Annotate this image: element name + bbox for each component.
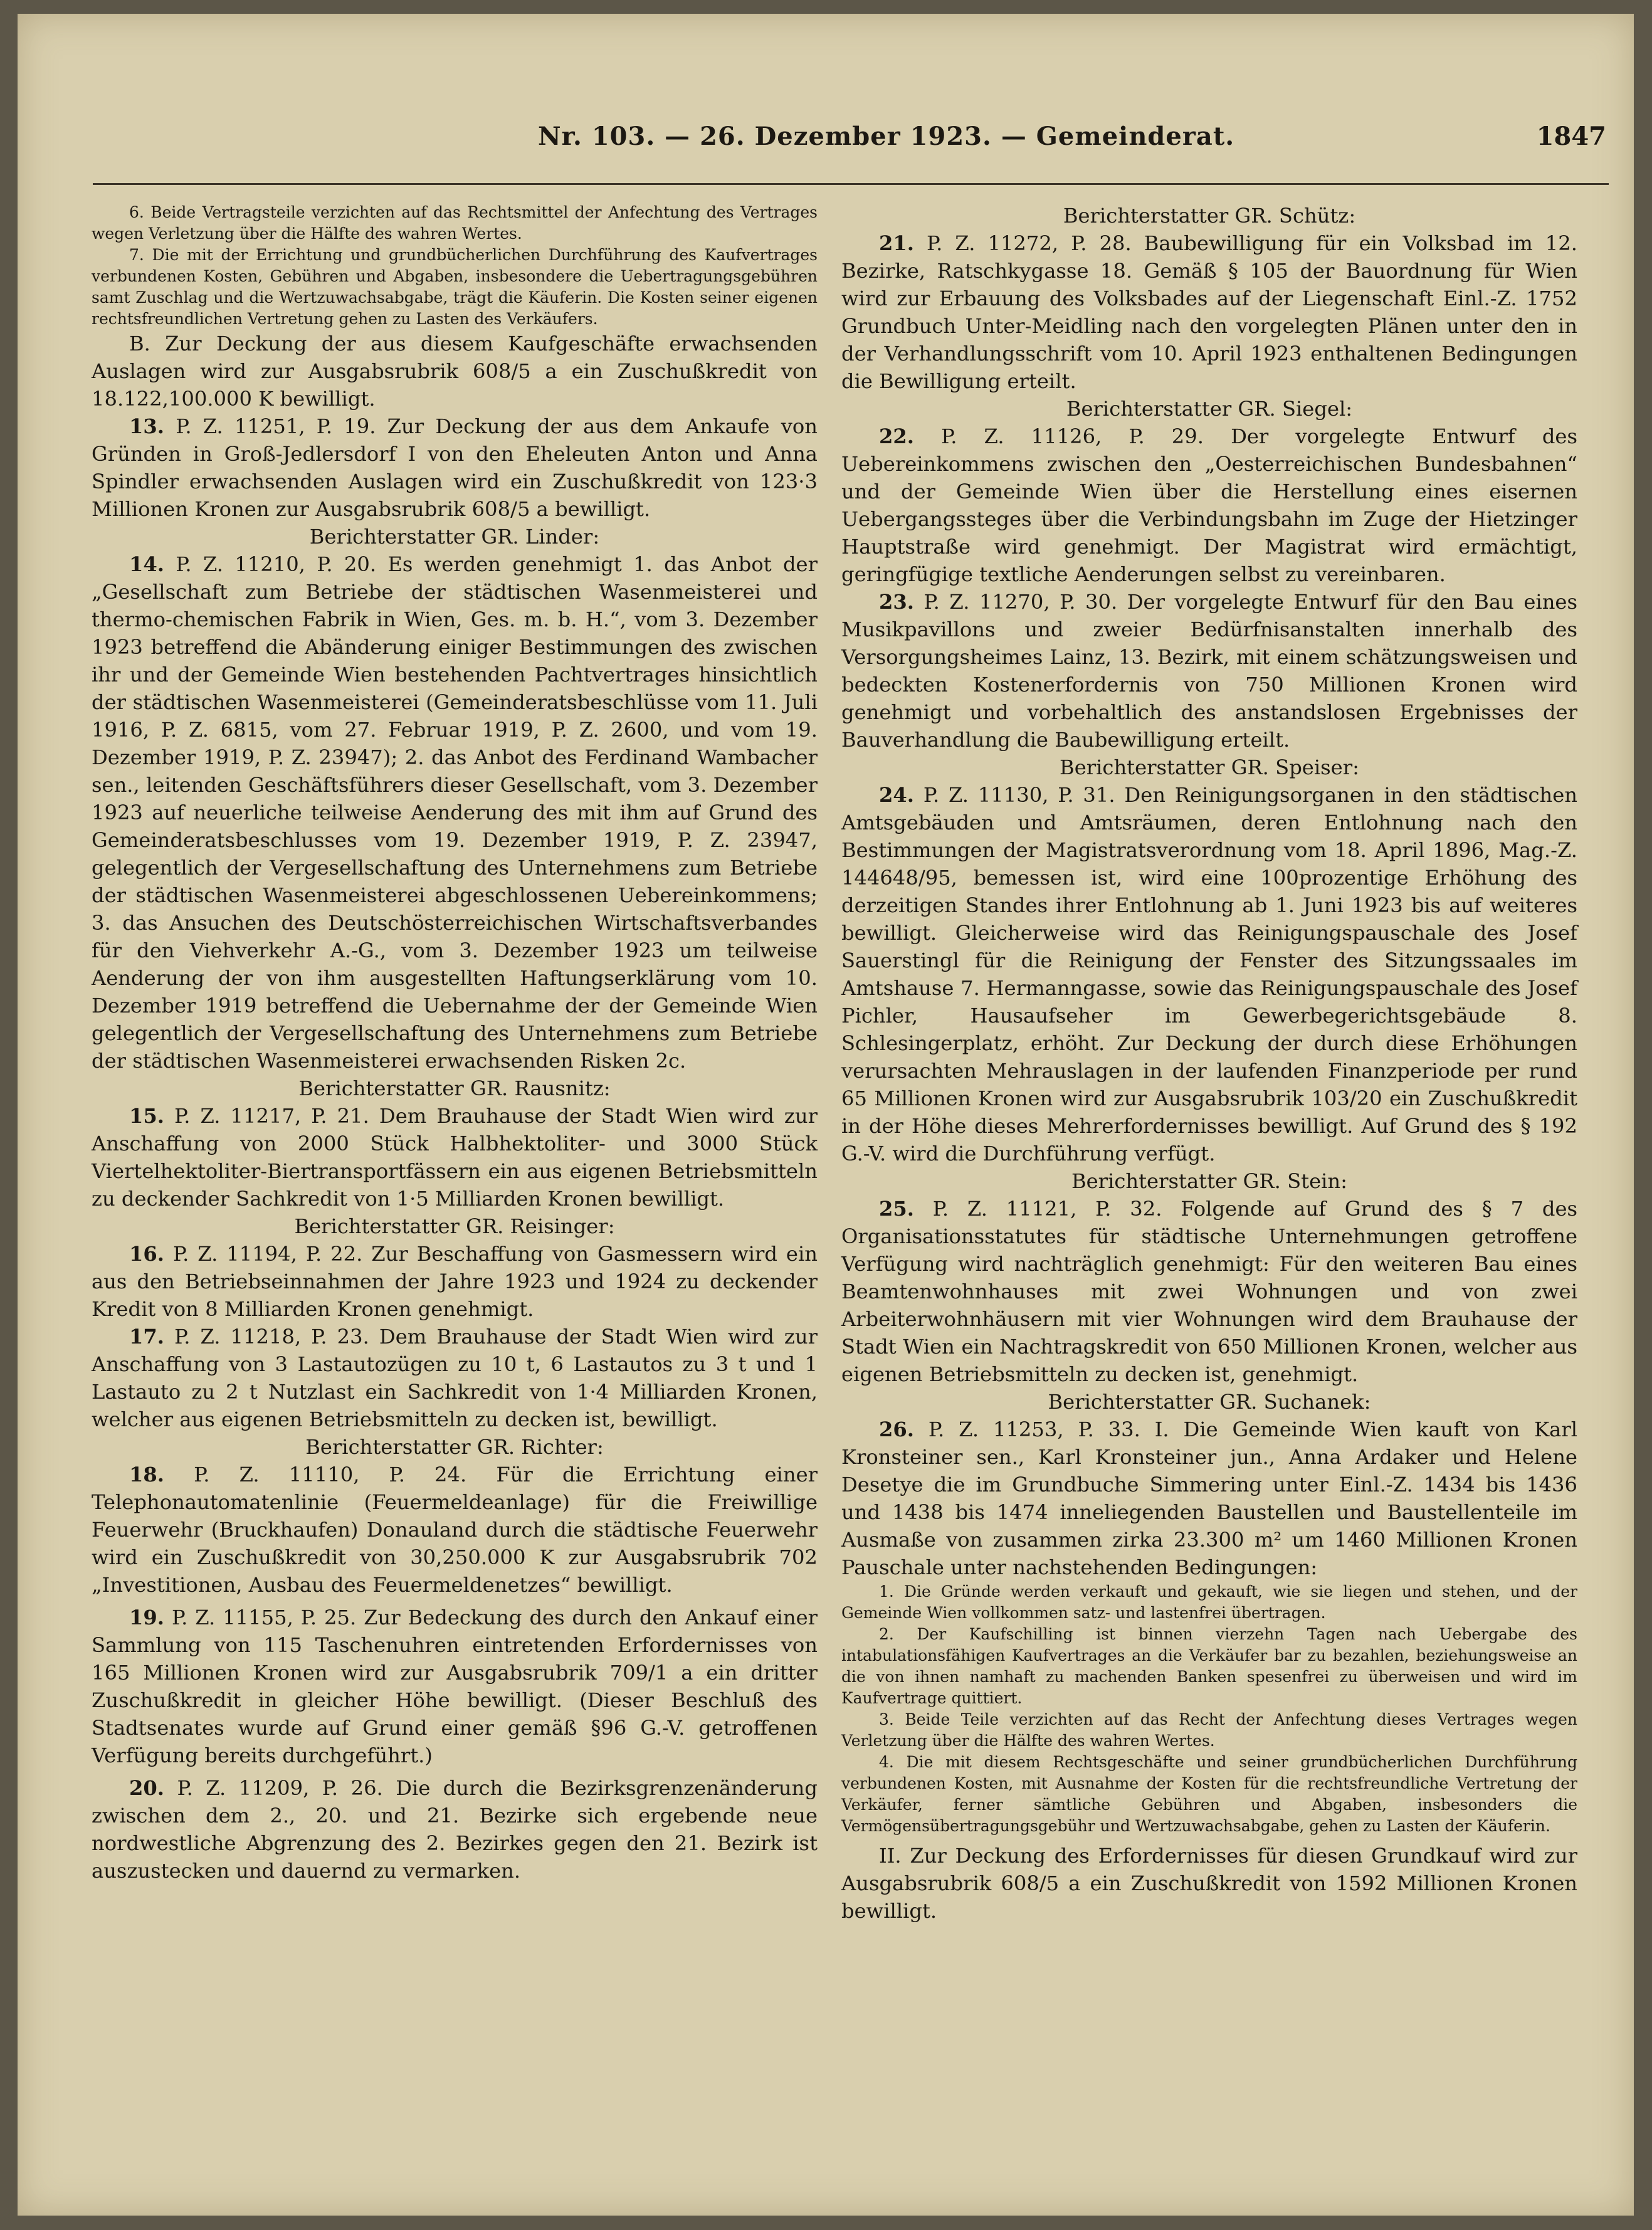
item-number: 15. xyxy=(129,1104,164,1128)
item-26 xyxy=(841,1416,1577,1581)
item-number: 21. xyxy=(879,231,914,255)
item-15 xyxy=(92,1102,818,1212)
left-column xyxy=(92,202,818,1885)
reporter-heading: Berichterstatter GR. Reisinger: xyxy=(294,1214,615,1238)
reporter-heading: Berichterstatter GR. Richter: xyxy=(305,1435,604,1459)
item-text: P. Z. 11253, P. 33. I. Die Gemeinde Wien kauft von Karl Kronsteiner sen., Karl Kronsteiner jun., Anna Ardaker und Helene Desetye die im Grundbuche Simmering unter Einl.-Z. 1434 bis 1436 und 1438 bis 1474 inneliegenden Baustellen und Baustellenteile im Ausmaße von zusammen zirka 23.300 m² um 1460 Millionen Kronen Pauschale unter nachstehenden Bedingungen: xyxy=(841,1417,1577,1579)
item-text: P. Z. 11270, P. 30. Der vorgelegte Entwurf für den Bau eines Musikpavillons und zweier Bedürfnisanstalten innerhalb des Versorgungsheimes Lainz, 13. Bezirk, mit einem schätzungsweisen und bedeckten Kostenerfordernis von 750 Millionen Kronen wird genehmigt und vorbehaltlich des anstandslosen Ergebnisses der Bauverhandlung die Baubewilligung erteilt. xyxy=(841,590,1577,752)
paragraph-b: B. Zur Deckung der aus diesem Kaufgeschäfte erwachsenden Auslagen wird zur Ausgabsrubrik 608/5 a ein Zuschußkredit von 18.122,100.000 K bewilligt. xyxy=(92,332,818,411)
reporter-heading: Berichterstatter GR. Linder: xyxy=(309,525,600,549)
item-23 xyxy=(841,588,1577,754)
header-rule xyxy=(93,183,1609,185)
item-text: P. Z. 11155, P. 25. Zur Bedeckung des durch den Ankauf einer Sammlung von 115 Taschenuhren eintretenden Erfordernisses von 165 Millionen Kronen wird zur Ausgabsrubrik 709/1 a ein dritter Zuschußkredit in gleicher Höhe bewilligt. (Dieser Beschluß des Stadtsenates wurde auf Grund einer gemäß §96 G.-V. getroffenen Verfügung bereits durchgeführt.) xyxy=(92,1606,818,1767)
page-number: 1847 xyxy=(1536,122,1606,151)
page-header xyxy=(18,122,1634,159)
item-21 xyxy=(841,229,1577,395)
reporter-heading: Berichterstatter GR. Suchanek: xyxy=(1048,1390,1371,1414)
item-number: 19. xyxy=(129,1606,164,1629)
item-text: P. Z. 11121, P. 32. Folgende auf Grund des § 7 des Organisationsstatutes für städtische Unternehmungen getroffene Verfügung wird nachträglich genehmigt: Für den weiteren Bau eines Beamtenwohnhauses mit zwei Wohnungen und von zwei Arbeiterwohnhäusern mit vier Wohnungen wird dem Brauhause der Stadt Wien ein Nachtragskredit von 650 Millionen Kronen, welcher aus eigenen Betriebsmitteln zu decken ist, genehmigt. xyxy=(841,1197,1578,1386)
item-number: 13. xyxy=(129,414,164,438)
item-number: 24. xyxy=(879,783,914,807)
reporter-heading: Berichterstatter GR. Speiser: xyxy=(1060,755,1359,779)
item-number: 16. xyxy=(129,1242,164,1266)
term-6: 6. Beide Vertragsteile verzichten auf das Rechtsmittel der Anfechtung des Vertrages wegen Verletzung über die Hälfte des wahren Wertes. xyxy=(92,203,818,243)
paragraph-ii: II. Zur Deckung des Erfordernisses für diesen Grundkauf wird zur Ausgabsrubrik 608/5 a ein Zuschußkredit von 1592 Millionen Kronen bewilligt. xyxy=(841,1844,1577,1923)
item-number: 22. xyxy=(879,424,914,448)
item-text: P. Z. 11110, P. 24. Für die Errichtung einer Telephonautomatenlinie (Feuermeldeanlage) für die Freiwillige Feuerwehr (Bruckhaufen) Donauland durch die städtische Feuerwehr wird ein Zuschußkredit von 30,250.000 K zur Ausgabsrubrik 702 „Investitionen, Ausbau des Feuermeldenetzes“ bewilligt. xyxy=(92,1463,818,1597)
right-column xyxy=(841,202,1577,1925)
item-16 xyxy=(92,1240,818,1323)
reporter-heading: Berichterstatter GR. Stein: xyxy=(1071,1169,1347,1193)
contract-terms-continued xyxy=(92,202,818,330)
item-number: 25. xyxy=(879,1197,914,1221)
item-19 xyxy=(92,1604,818,1769)
item-text: P. Z. 11217, P. 21. Dem Brauhause der Stadt Wien wird zur Anschaffung von 2000 Stück Halbhektoliter- und 3000 Stück Viertelhektoliter-Biertransportfässern ein aus eigenen Betriebsmitteln zu deckender Sachkredit von 1·5 Milliarden Kronen bewilligt. xyxy=(92,1104,818,1211)
item-18 xyxy=(92,1461,818,1599)
page-title: Nr. 103. — 26. Dezember 1923. — Gemeinderat. xyxy=(538,122,1235,151)
reporter-heading: Berichterstatter GR. Siegel: xyxy=(1066,397,1353,421)
item-number: 18. xyxy=(129,1463,164,1486)
item-number: 26. xyxy=(879,1417,914,1441)
condition-1: 1. Die Gründe werden verkauft und gekauft, wie sie liegen und stehen, und der Gemeinde Wien vollkommen satz- und lastenfrei übertragen. xyxy=(841,1582,1577,1622)
term-7: 7. Die mit der Errichtung und grundbücherlichen Durchführung des Kaufvertrages verbundenen Kosten, Gebühren und Abgaben, insbesondere die Uebertragungsgebühren samt Zuschlag und die Wertzuwachsabgabe, trägt die Käuferin. Die Kosten seiner eigenen rechtsfreundlichen Vertretung gehen zu Lasten des Verkäufers. xyxy=(92,246,818,328)
item-text: P. Z. 11251, P. 19. Zur Deckung der aus dem Ankaufe von Gründen in Groß-Jedlersdorf I von den Eheleuten Anton und Anna Spindler erwachsenden Auslagen wird ein Zuschußkredit von 123·3 Millionen Kronen zur Ausgabsrubrik 608/5 a bewilligt. xyxy=(92,414,818,521)
item-22 xyxy=(841,423,1577,588)
reporter-heading: Berichterstatter GR. Rausnitz: xyxy=(298,1076,611,1100)
item-20 xyxy=(92,1774,818,1885)
item-25 xyxy=(841,1195,1577,1388)
item-text: P. Z. 11130, P. 31. Den Reinigungsorganen in den städtischen Amtsgebäuden und Amtsräumen, deren Entlohnung nach den Bestimmungen der Magistratsverordnung vom 18. April 1896, Mag.-Z. 144648/95, bemessen ist, wird eine 100prozentige Erhöhung des derzeitigen Standes ihrer Entlohnung ab 1. Juni 1923 bis auf weiteres bewilligt. Gleicherweise wird das Reinigungspauschale des Josef Sauerstingl für die Reinigung der Fenster des Sitzungssaales im Amtshause 7. Hermanngasse, sowie das Reinigungspauschale des Josef Pichler, Hausaufseher im Gewerbegerichtsgebäude 8. Schlesingerplatz, erhöht. Zur Deckung der durch diese Erhöhungen verursachten Mehrauslagen in der laufenden Finanzperiode per rund 65 Millionen Kronen wird zur Ausgabsrubrik 103/20 ein Zuschußkredit in der Höhe dieses Mehrerfordernisses bewilligt. Auf Grund des § 192 G.-V. wird die Durchführung verfügt. xyxy=(841,783,1577,1165)
item-text: P. Z. 11194, P. 22. Zur Beschaffung von Gasmessern wird ein aus den Betriebseinnahmen der Jahre 1923 und 1924 zu deckender Kredit von 8 Milliarden Kronen genehmigt. xyxy=(92,1242,818,1321)
condition-4: 4. Die mit diesem Rechtsgeschäfte und seiner grundbücherlichen Durchführung verbundenen Kosten, mit Ausnahme der Kosten für die rechtsfreundliche Vertretung der Verkäufer, ferner sämtliche Gebühren und Abgaben, insbesonders die Vermögensübertragungsgebühr und Wertzuwachsabgabe, gehen zu Lasten der Käuferin. xyxy=(841,1753,1577,1835)
reporter-heading: Berichterstatter GR. Schütz: xyxy=(1063,204,1356,228)
item-number: 14. xyxy=(129,552,164,576)
item-text: P. Z. 11210, P. 20. Es werden genehmigt 1. das Anbot der „Gesellschaft zum Betriebe der städtischen Wasenmeisterei und thermo-chemischen Fabrik in Wien, Ges. m. b. H.“, vom 3. Dezember 1923 betreffend die Abänderung einiger Bestimmungen des zwischen ihr und der Gemeinde Wien bestehenden Pachtvertrages hinsichtlich der städtischen Wasenmeisterei (Gemeinderatsbeschlüsse vom 11. Juli 1916, P. Z. 6815, vom 27. Februar 1919, P. Z. 2600, und vom 19. Dezember 1919, P. Z. 23947); 2. das Anbot des Ferdinand Wambacher sen., leitenden Geschäftsführers dieser Gesellschaft, vom 3. Dezember 1923 auf neuerliche teilweise Aenderung des mit ihm auf Grund des Gemeinderatsbeschlusses vom 19. Dezember 1919, P. Z. 23947, gelegentlich der Vergesellschaftung des Unternehmens zum Betriebe der städtischen Wasenmeisterei abgeschlossenen Uebereinkommens; 3. das Ansuchen des Deutschösterreichischen Wirtschaftsverbandes für den Viehverkehr A.-G., vom 3. Dezember 1923 um teilweise Aenderung der von ihm ausgestellten Haftungserklärung vom 10. Dezember 1919 betreffend die Uebernahme der der Gemeinde Wien gelegentlich der Vergesellschaftung des Unternehmens zum Betriebe der städtischen Wasenmeisterei erwachsenden Risken 2c. xyxy=(92,552,818,1073)
item-14 xyxy=(92,550,818,1075)
condition-2: 2. Der Kaufschilling ist binnen vierzehn Tagen nach Uebergabe des intabulationsfähigen Kaufvertrages an die Verkäufer bar zu bezahlen, beziehungsweise an die von ihnen namhaft zu machenden Banken spesenfrei zu überweisen und wird im Kaufvertrage quittiert. xyxy=(841,1625,1577,1707)
condition-3: 3. Beide Teile verzichten auf das Recht der Anfechtung dieses Vertrages wegen Verletzung über die Hälfte des wahren Wertes. xyxy=(841,1710,1577,1750)
item-number: 20. xyxy=(129,1776,164,1800)
item-text: P. Z. 11272, P. 28. Baubewilligung für ein Volksbad im 12. Bezirke, Ratschkygasse 18. Gemäß § 105 der Bauordnung für Wien wird zur Erbauung des Volksbades auf der Liegenschaft Einl.-Z. 1752 Grundbuch Unter-Meidling nach den vorgelegten Plänen unter den in der Verhandlungsschrift vom 10. April 1923 enthaltenen Bedingungen die Bewilligung erteilt. xyxy=(841,231,1577,393)
item-number: 17. xyxy=(129,1325,164,1349)
item-number: 23. xyxy=(879,590,914,614)
newspaper-page xyxy=(18,14,1634,2216)
item-17 xyxy=(92,1323,818,1433)
item-13 xyxy=(92,413,818,523)
item-text: P. Z. 11209, P. 26. Die durch die Bezirksgrenzenänderung zwischen dem 2., 20. und 21. Bezirke sich ergebende neue nordwestliche Abgrenzung des 2. Bezirkes gegen den 21. Bezirk ist auszustecken und dauernd zu vermarken. xyxy=(92,1776,818,1883)
item-text: P. Z. 11218, P. 23. Dem Brauhause der Stadt Wien wird zur Anschaffung von 3 Lastautozügen zu 10 t, 6 Lastautos zu 3 t und 1 Lastauto zu 2 t Nutzlast ein Sachkredit von 1·4 Milliarden Kronen, welcher aus eigenen Betriebsmitteln zu decken ist, bewilligt. xyxy=(92,1325,818,1431)
item-text: P. Z. 11126, P. 29. Der vorgelegte Entwurf des Uebereinkommens zwischen den „Oesterreichischen Bundesbahnen“ und der Gemeinde Wien über die Herstellung eines eisernen Uebergangssteges über die Verbindungsbahn im Zuge der Hietzinger Hauptstraße wird genehmigt. Der Magistrat wird ermächtigt, geringfügige textliche Aenderungen selbst zu vereinbaren. xyxy=(841,424,1577,586)
purchase-conditions xyxy=(841,1581,1577,1837)
item-24 xyxy=(841,781,1577,1167)
